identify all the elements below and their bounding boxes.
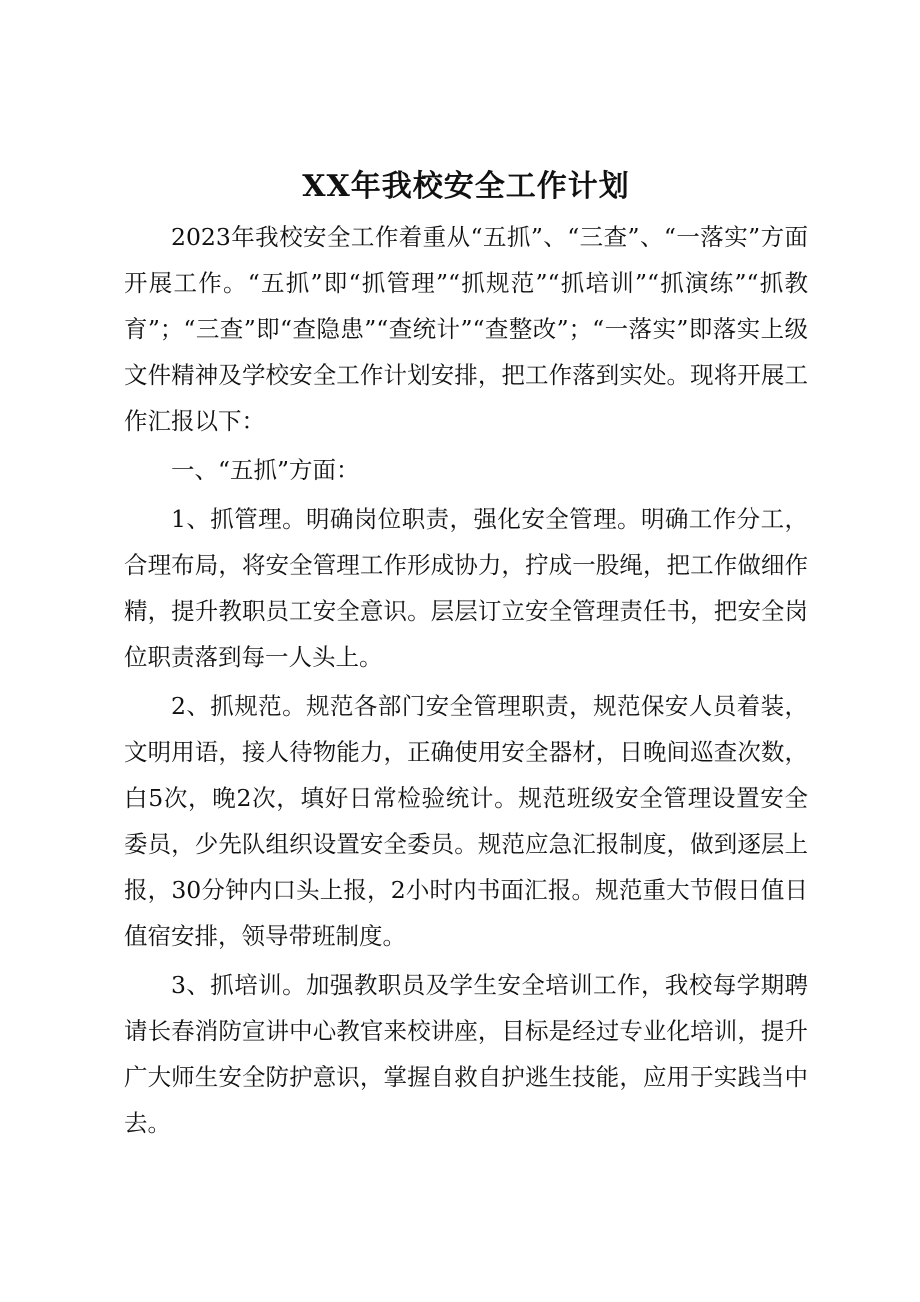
- intro-paragraph: 2023年我校安全工作着重从“五抓”、“三查”、“一落实”方面开展工作。“五抓”即“抓管理”“抓规范”“抓培训”“抓演练”“抓教育”；“三查”即“查隐患”“查统计”“查整改”；“一落实”即落实上级文件精神及学校安全工作计划安排，把工作落到实处。现将开展工作汇报以下：: [124, 223, 808, 435]
- document-title: XX年我校安全工作计划: [302, 169, 630, 204]
- paragraph-standards: 2、抓规范。规范各部门安全管理职责，规范保安人员着装，文明用语，接人待物能力，正确使用安全器材，日晚间巡查次数，白5次，晚2次，填好日常检验统计。规范班级安全管理设置安全委员，少先队组织设置安全委员。规范应急汇报制度，做到逐层上报，30分钟内口头上报，2小时内书面汇报。规范重大节假日值日值宿安排，领导带班制度。: [124, 692, 808, 950]
- paragraph-training: 3、抓培训。加强教职员及学生安全培训工作，我校每学期聘请长春消防宣讲中心教官来校讲座，目标是经过专业化培训，提升广大师生安全防护意识，掌握自救自护逃生技能，应用于实践当中去。: [124, 971, 808, 1137]
- paragraph-management: 1、抓管理。明确岗位职责，强化安全管理。明确工作分工，合理布局，将安全管理工作形成协力，拧成一股绳，把工作做细作精，提升教职员工安全意识。层层订立安全管理责任书，把安全岗位职责落到每一人头上。: [124, 505, 808, 671]
- section-heading-five-focus: 一、“五抓”方面：: [171, 456, 360, 484]
- document-page: [124, 160, 808, 1149]
